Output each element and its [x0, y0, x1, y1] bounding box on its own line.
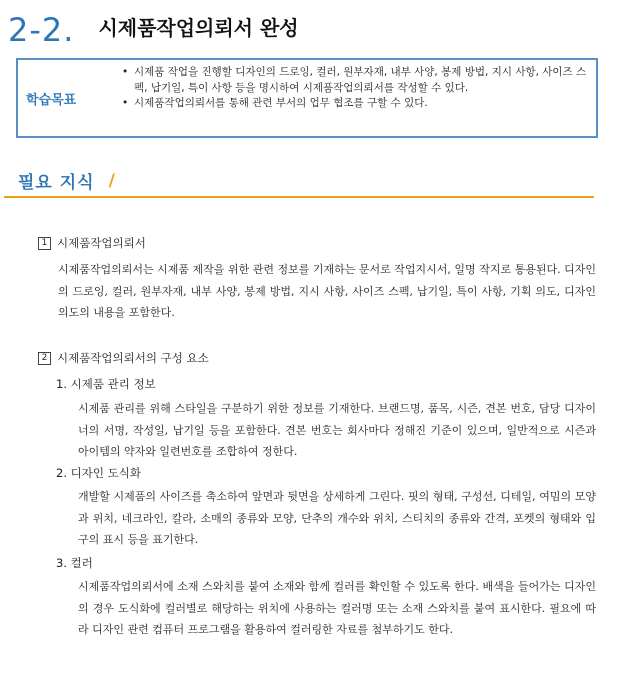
slash-icon: /	[108, 170, 116, 191]
chapter-title: 시제품작업의뢰서 완성	[98, 16, 299, 40]
item-title: 시제품작업의뢰서	[57, 236, 146, 250]
chapter-number: 2-2.	[8, 11, 75, 49]
subsection-title: 1. 시제품 관리 정보	[56, 377, 156, 391]
bullet-icon: •	[122, 97, 129, 109]
learning-goal-item	[120, 96, 590, 112]
chapter-heading	[8, 10, 299, 50]
subsection-paragraph: 시제품작업의뢰서에 소재 스와치를 붙여 소재와 함께 컬러를 확인할 수 있도록 한다. 배색을 들어가는 디자인의 경우 도식화에 컬러별로 해당하는 위치에 사용하는 컬러명 또는 소재 스와치를 붙여 표시한다. 필요에 따라 디자인 관련 컴퓨터 프로그램을 활용하여 컬러링한 자료를 첨부하기도 한다.	[78, 580, 596, 636]
subsection-title: 3. 컬러	[56, 556, 93, 570]
learning-goal-text: 시제품작업의뢰서를 통해 관련 부서의 업무 협조를 구할 수 있다.	[134, 97, 428, 109]
item-heading	[38, 235, 146, 251]
item-title: 시제품작업의뢰서의 구성 요소	[57, 351, 209, 365]
item-paragraph: 시제품작업의뢰서는 시제품 제작을 위한 관련 정보를 기재하는 문서로 작업지시서, 일명 작지로 통용된다. 디자인의 드로잉, 컬러, 원부자재, 내부 사양, 봉제 방법, 지시 사항, 사이즈 스펙, 납기일, 특이 사항, 기획 의도, 디자인 의도의 내용을 포함한다.	[58, 263, 596, 319]
section-divider	[4, 196, 594, 198]
learning-goal-text: 시제품 작업을 진행할 디자인의 드로잉, 컬러, 원부자재, 내부 사양, 봉제 방법, 지시 사항, 사이즈 스펙, 납기일, 특이 사항 등을 명시하여 시제품작업의뢰서를 작성할 수 있다.	[134, 66, 587, 94]
item-number-box: 1	[38, 237, 51, 250]
section-title: 필요 지식	[18, 173, 95, 193]
learning-goals-box	[16, 58, 598, 138]
subsection-paragraph: 개발할 시제품의 사이즈를 축소하여 앞면과 뒷면을 상세하게 그린다. 핏의 형태, 구성선, 디테일, 여밈의 모양과 위치, 네크라인, 칼라, 소매의 종류와 모양, 단추의 개수와 위치, 스티치의 종류와 간격, 포켓의 형태와 입구의 표시 등을 표기한다.	[78, 490, 596, 546]
bullet-icon: •	[122, 66, 129, 78]
subsection-title: 2. 디자인 도식화	[56, 466, 141, 480]
subsection-paragraph: 시제품 관리를 위해 스타일을 구분하기 위한 정보를 기재한다. 브랜드명, 품목, 시즌, 견본 번호, 담당 디자이너의 서명, 작성일, 납기일 등을 포함한다. 견본 번호는 회사마다 정해진 기준이 있으며, 일반적으로 시즌과 아이템의 약자와 일련번호를 조합하여 정한다.	[78, 402, 596, 458]
learning-goal-item	[120, 65, 590, 96]
learning-goals-list	[120, 65, 590, 112]
learning-goals-label: 학습목표	[26, 92, 77, 108]
item-heading	[38, 350, 209, 366]
section-heading	[18, 168, 116, 193]
item-number-box: 2	[38, 352, 51, 365]
